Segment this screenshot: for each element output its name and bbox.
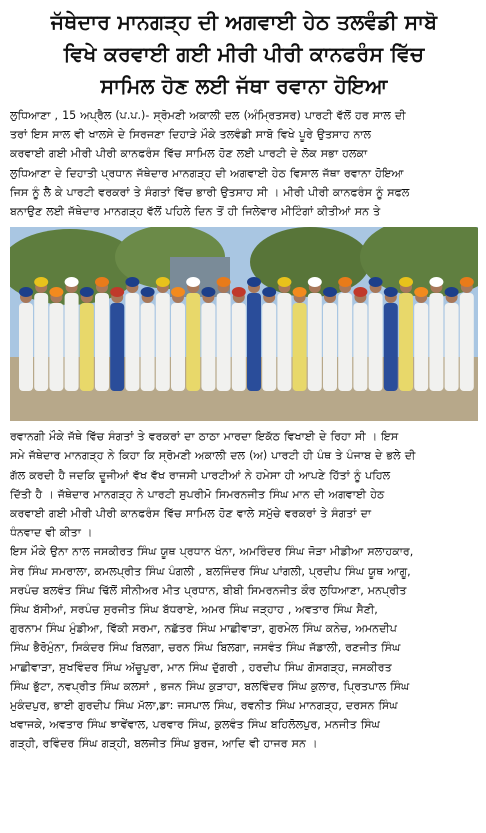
attendees-line: ਗੜ੍ਹੀ, ਰਵਿੰਦਰ ਸਿੰਘ ਗੜ੍ਹੀ, ਬਲਜੀਤ ਸਿੰਘ ਬੁਰਜ, ਆਦਿ ਵੀ ਹਾਜਰ ਸਨ । — [10, 737, 318, 751]
intro-line: ਕਰਵਾਈ ਗਈ ਮੀਰੀ ਪੀਰੀ ਕਾਨਫਰੰਸ ਵਿੱਚ ਸਾਮਿਲ ਹੋਣ ਲਈ ਪਾਰਟੀ ਦੇ ਲੋਕ ਸਭਾ ਹਲਕਾ — [10, 147, 368, 161]
intro-line: ਜਿਸ ਨੂੰ ਲੈ ਕੇ ਪਾਰਟੀ ਵਰਕਰਾਂ ਤੇ ਸੰਗਤਾਂ ਵਿੱਚ ਭਾਰੀ ਉਤਸਾਹ ਸੀ । ਮੀਰੀ ਪੀਰੀ ਕਾਨਫਰੰਸ ਨੂੰ ਸਫਲ — [10, 185, 410, 199]
attendees-line: ਸੇਰ ਸਿੰਘ ਸਮਰਾਲਾ, ਕਮਲਪ੍ਰੀਤ ਸਿੰਘ ਪੰਗਲੀ , ਬਲਜਿੰਦਰ ਸਿੰਘ ਪਾਂਗਲੀ, ਪ੍ਰਦੀਪ ਸਿੰਘ ਯੂਥ ਆਗੂ, — [10, 564, 411, 578]
statement-line: ਰਵਾਨਗੀ ਮੌਕੇ ਜੱਥੇ ਵਿੱਚ ਸੰਗਤਾਂ ਤੇ ਵਰਕਰਾਂ ਦਾ ਠਾਠਾ ਮਾਰਦਾ ਇਕੱਠ ਵਿਖਾਈ ਦੇ ਰਿਹਾ ਸੀ । ਇਸ — [10, 430, 399, 444]
attendees-line: ਮਾਛੀਵਾੜਾ, ਸੁਖਵਿੰਦਰ ਸਿੰਘ ਅੱਚੂਪੁਰਾ, ਮਾਨ ਸਿੰਘ ਦੁੱਗਰੀ , ਹਰਦੀਪ ਸਿੰਘ ਗੋਸਗੜ੍ਹ, ਜਸਕੀਰਤ — [10, 660, 392, 674]
person-figure — [217, 277, 231, 391]
intro-line: ਬਨਾਉਣ ਲਈ ਜੱਥੇਦਾਰ ਮਾਨਗੜ੍ਹ ਵੱਲੋਂ ਪਹਿਲੇ ਦਿਨ ਤੋਂ ਹੀ ਜਿਲੇਵਾਰ ਮੀਟਿੰਗਾਂ ਕੀਤੀਆਂ ਸਨ ਤੇ — [10, 205, 381, 219]
person-figure — [34, 277, 48, 391]
person-figure — [65, 277, 79, 391]
person-figure — [460, 277, 474, 391]
person-figure — [399, 277, 413, 391]
person-figure — [338, 277, 352, 391]
person-figure — [429, 277, 443, 391]
person-figure — [95, 277, 109, 391]
headline-line-2: ਵਿਖੇ ਕਰਵਾਈ ਗਈ ਮੀਰੀ ਪੀਰੀ ਕਾਨਫਰੰਸ ਵਿੱਚ — [63, 42, 425, 66]
statement-line: ਗੱਲ ਕਰਦੀ ਹੈ ਜਦਕਿ ਦੂਜੀਆਂ ਵੱਖ ਵੱਖ ਰਾਜਸੀ ਪਾਰਟੀਆਂ ਨੇ ਹਮੇਸਾ ਹੀ ਆਪਣੇ ਹਿੱਤਾਂ ਨੂੰ ਪਹਿਲ — [10, 468, 391, 482]
person-figure — [125, 277, 139, 391]
attendees-line: ਸਰਪੰਚ ਬਲਵੰਤ ਸਿੰਘ ਢਿੱਲੋਂ ਸੀਨੀਅਰ ਮੀਤ ਪ੍ਰਧਾਨ, ਬੀਬੀ ਸਿਮਰਨਜੀਤ ਕੌਰ ਲੁਧਿਆਣਾ, ਮਨਪ੍ਰੀਤ — [10, 583, 407, 597]
intro-line: ਤਰਾਂ ਇਸ ਸਾਲ ਵੀ ਖਾਲਸੇ ਦੇ ਸਿਰਜਣਾ ਦਿਹਾੜੇ ਮੌਕੇ ਤਲਵੰਡੀ ਸਾਬੋ ਵਿਖੇ ਪੂਰੇ ਉਤਸਾਹ ਨਾਲ — [10, 128, 372, 142]
attendees-line: ਸਿੰਘ ਬੱਸੀਆਂ, ਸਰਪੰਚ ਸੁਰਜੀਤ ਸਿੰਘ ਬੱਧਰਾਏ, ਅਮਰ ਸਿੰਘ ਜੜ੍ਹਾਹ , ਅਵਤਾਰ ਸਿੰਘ ਸੈਣੀ, — [10, 603, 378, 617]
headline-line-1: ਜੱਥੇਦਾਰ ਮਾਨਗੜ੍ਹ ਦੀ ਅਗਵਾਈ ਹੇਠ ਤਲਵੰਡੀ ਸਾਬੋ — [50, 10, 438, 34]
statement-paragraph — [10, 427, 478, 542]
person-figure — [186, 277, 200, 391]
person-figure — [247, 277, 261, 391]
person-figure — [308, 277, 322, 391]
intro-line: ਲੁਧਿਆਣਾ , 15 ਅਪ੍ਰੈਲ (ਪ.ਪ.)- ਸ੍ਰੋਮਣੀ ਅਕਾਲੀ ਦਲ (ਅੰਮ੍ਰਿਤਸਰ) ਪਾਰਟੀ ਵੱਲੋਂ ਹਰ ਸਾਲ ਦੀ — [10, 109, 406, 122]
attendees-line: ਗੁਰਨਾਮ ਸਿੰਘ ਮੁੰਡੀਆ, ਵਿੱਕੀ ਸਰਮਾ, ਨਛੱਤਰ ਸਿੰਘ ਮਾਛੀਵਾੜਾ, ਗੁਰਮੇਲ ਸਿੰਘ ਕਨੇਚ, ਅਮਨਦੀਪ — [10, 622, 397, 636]
headline — [10, 6, 478, 102]
person-figure — [369, 277, 383, 391]
statement-line: ਸਮੇ ਜੱਥੇਦਾਰ ਮਾਨਗੜ੍ਹ ਨੇ ਕਿਹਾ ਕਿ ਸ੍ਰੋਮਣੀ ਅਕਾਲੀ ਦਲ (ਅ) ਪਾਰਟੀ ਹੀ ਪੰਥ ਤੇ ਪੰਜਾਬ ਦੇ ਭਲੇ ਦੀ — [10, 449, 416, 463]
attendees-paragraph — [10, 542, 478, 753]
intro-paragraph — [10, 106, 478, 221]
attendees-line: ਮੁਕੰਦਪੁਰ, ਭਾਈ ਗੁਰਦੀਪ ਸਿੰਘ ਮੱਲਾ,ਡਾ: ਜਸਪਾਲ ਸਿੰਘ, ਰਵਨੀਤ ਸਿੰਘ ਮਾਨਗੜ੍ਹ, ਦਰਸਨ ਸਿੰਘ — [10, 699, 398, 713]
attendees-line: ਖਵਾਜਕੇ, ਅਵਤਾਰ ਸਿੰਘ ਝਾਵੇਂਵਾਲ, ਪਰਵਾਰ ਸਿੰਘ, ਕੁਲਵੰਤ ਸਿੰਘ ਬਹਿਲੋਲਪੁਰ, ਮਨਜੀਤ ਸਿੰਘ — [10, 718, 380, 732]
person-figure — [156, 277, 170, 391]
statement-line: ਧੰਨਵਾਦ ਵੀ ਕੀਤਾ । — [10, 526, 93, 540]
attendees-line: ਇਸ ਮੌਕੇ ਉਨਾ ਨਾਲ ਜਸਕੀਰਤ ਸਿੰਘ ਯੂਥ ਪ੍ਰਧਾਨ ਖੰਨਾ, ਅਮਰਿੰਦਰ ਸਿੰਘ ਜੋੜਾ ਮੀਡੀਆ ਸਲਾਹਕਾਰ, — [10, 545, 414, 559]
attendees-line: ਸਿੰਘ ਭੁੱਟਾ, ਨਵਪ੍ਰੀਤ ਸਿੰਘ ਕਲਸਾਂ , ਭਜਨ ਸਿੰਘ ਕੁੜਾਹਾ, ਬਲਵਿੰਦਰ ਸਿੰਘ ਕੁਲਾਰ, ਪ੍ਰਿਤਪਾਲ ਸਿੰਘ — [10, 679, 410, 693]
headline-line-3: ਸਾਮਿਲ ਹੋਣ ਲਈ ਜੱਥਾ ਰਵਾਨਾ ਹੋਇਆ — [100, 74, 388, 98]
group-photo — [10, 227, 478, 421]
attendees-line: ਸਿੰਘ ਭੈਰੋਮੁੰਨਾ, ਸਿਕੰਦਰ ਸਿੰਘ ਬਿਲਗਾ, ਚਰਨ ਸਿੰਘ ਬਿਲਗਾ, ਜਸਵੰਤ ਸਿੰਘ ਜੱਡਾਲੀ, ਰਣਜੀਤ ਸਿੰਘ — [10, 641, 401, 655]
group-photo-illustration — [10, 227, 478, 421]
statement-line: ਕਰਵਾਈ ਗਈ ਮੀਰੀ ਪੀਰੀ ਕਾਨਫਰੰਸ ਵਿੱਚ ਸਾਮਿਲ ਹੋਣ ਵਾਲੇ ਸਮੁੱਚੇ ਵਰਕਰਾਂ ਤੇ ਸੰਗਤਾਂ ਦਾ — [10, 507, 372, 521]
statement-line: ਦਿੱਤੀ ਹੈ । ਜੱਥੇਦਾਰ ਮਾਨਗੜ੍ਹ ਨੇ ਪਾਰਟੀ ਸੁਪਰੀਮੋ ਸਿਮਰਨਜੀਤ ਸਿੰਘ ਮਾਨ ਦੀ ਅਗਵਾਈ ਹੇਠ — [10, 487, 385, 501]
person-figure — [277, 277, 291, 391]
intro-line: ਲੁਧਿਆਣਾ ਦੇ ਦਿਹਾਤੀ ਪ੍ਰਧਾਨ ਜੱਥੇਦਾਰ ਮਾਨਗੜ੍ਹ ਦੀ ਅਗਵਾਈ ਹੇਠ ਵਿਸਾਲ ਜੱਥਾ ਰਵਾਨਾ ਹੋਇਆ — [10, 166, 404, 180]
